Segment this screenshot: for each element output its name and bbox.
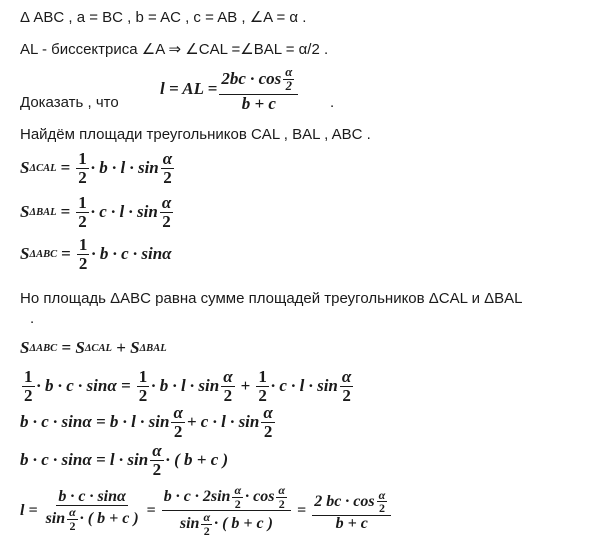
bisector-line: AL - биссектриса ∠A ⇒ ∠CAL =∠BAL = α/2 . <box>20 41 329 58</box>
sub3: ΔBAL <box>139 342 167 354</box>
sum-statement: Но площадь ΔABC равна сумме площадей треугольников ΔCAL и ΔBAL <box>20 290 523 307</box>
s-sub: ΔABC <box>29 248 58 260</box>
half-num: 1 <box>78 149 87 168</box>
eq2-a: b · c · sinα = b · l · sin <box>20 412 170 432</box>
sub1: ΔABC <box>29 342 58 354</box>
eq: = <box>60 202 71 222</box>
eq1-d: · c · l · sin <box>270 376 338 396</box>
sub2: ΔCAL <box>84 342 112 354</box>
s1: S <box>20 338 30 357</box>
s2: = S <box>57 338 85 357</box>
final-l: l = <box>20 501 38 519</box>
f2-num-a: b · c · 2sin <box>163 487 231 505</box>
half-num: 1 <box>78 193 87 212</box>
half-den: 2 <box>78 167 87 187</box>
eq3-b: · ( b + c ) <box>165 450 229 470</box>
two: 2 <box>162 211 171 231</box>
eq1-a: · b · c · sinα = <box>36 376 131 396</box>
body: · b · l · sin <box>90 158 159 178</box>
claim-formula <box>160 66 300 113</box>
f1-den-b: · ( b + c ) <box>79 510 139 528</box>
final-formula: l = b · c · sinα sin $\frac{\alpha}{2}$ · ( b + c ) = b · c · 2sin $\frac{\alpha}{2}$ · cos $\frac{\alpha}{2}$ sin $\frac{\alpha}{2}$ · ( b + c ) = 2 bc · cos $\frac{\alpha}{2}$ b + c <box>20 484 393 537</box>
find-areas-line: Найдём площади треугольников CAL , BAL , ABC . <box>20 126 371 143</box>
final-eq1: = <box>146 501 156 519</box>
s-symbol: S <box>20 202 30 222</box>
f2-den-b: · ( b + c ) <box>214 514 273 532</box>
body: · b · c · sinα <box>91 244 172 264</box>
given-line: Δ ABC , a = BC , b = AC , c = AB , ∠A = α . <box>20 9 307 26</box>
claim-den: b + c <box>241 93 276 113</box>
s-symbol: S <box>20 158 30 178</box>
f1-den-a: sin <box>45 510 66 528</box>
body: · c · l · sin <box>90 202 158 222</box>
s-symbol: S <box>20 244 30 264</box>
half-num: 1 <box>78 235 88 254</box>
f2-num-b: · cos <box>245 487 275 505</box>
f3-num: 2 bc · cos <box>314 492 375 510</box>
eq1-b: · b · l · sin <box>151 376 220 396</box>
equation-1: $\frac{1}{2}$ · b · c · sinα = $\frac{1}{2}$ · b · l · sin $\frac{\alpha}{2}$ + $\frac{1}{2}$ · c · l · sin $\frac{\alpha}{2}$ <box>24 367 352 405</box>
equation-3: b · c · sinα = l · sin $\frac{\alpha}{2}$ · ( b + c ) <box>20 441 229 479</box>
area-sum-formula <box>20 338 167 358</box>
claim-lhs: l = AL = <box>160 79 218 99</box>
eq1-c: + <box>240 376 251 396</box>
eq: = <box>61 244 71 264</box>
s3: + S <box>111 338 140 357</box>
alpha: α <box>162 149 173 168</box>
eq3-a: b · c · sinα = l · sin <box>20 450 149 470</box>
f3-den: b + c <box>335 514 368 532</box>
two: 2 <box>163 167 172 187</box>
s-sub: ΔCAL <box>29 162 57 174</box>
equation-2: b · c · sinα = b · l · sin $\frac{\alpha}{2}$ + c · l · sin $\frac{\alpha}{2}$ <box>20 403 273 441</box>
sum-statement-tail: . <box>30 310 35 327</box>
prove-tail: . <box>330 94 335 111</box>
s-sub: ΔBAL <box>29 206 57 218</box>
eq: = <box>60 158 71 178</box>
area-bal-formula <box>20 194 175 231</box>
f2-den-a: sin <box>179 514 200 532</box>
claim-num: 2bc · cos <box>221 68 282 88</box>
half-den: 2 <box>78 253 88 273</box>
claim-fraction: 2bc · cos $\frac{\alpha}{2}$ b + c <box>219 66 298 113</box>
area-cal-formula <box>20 150 176 187</box>
half-den: 2 <box>78 211 87 231</box>
f1-num: b · c · sinα <box>58 487 126 505</box>
prove-label: Доказать , что <box>20 94 119 111</box>
alpha: α <box>161 193 172 212</box>
final-eq2: = <box>297 501 307 519</box>
eq2-b: + c · l · sin <box>186 412 260 432</box>
area-abc-formula <box>20 236 172 273</box>
